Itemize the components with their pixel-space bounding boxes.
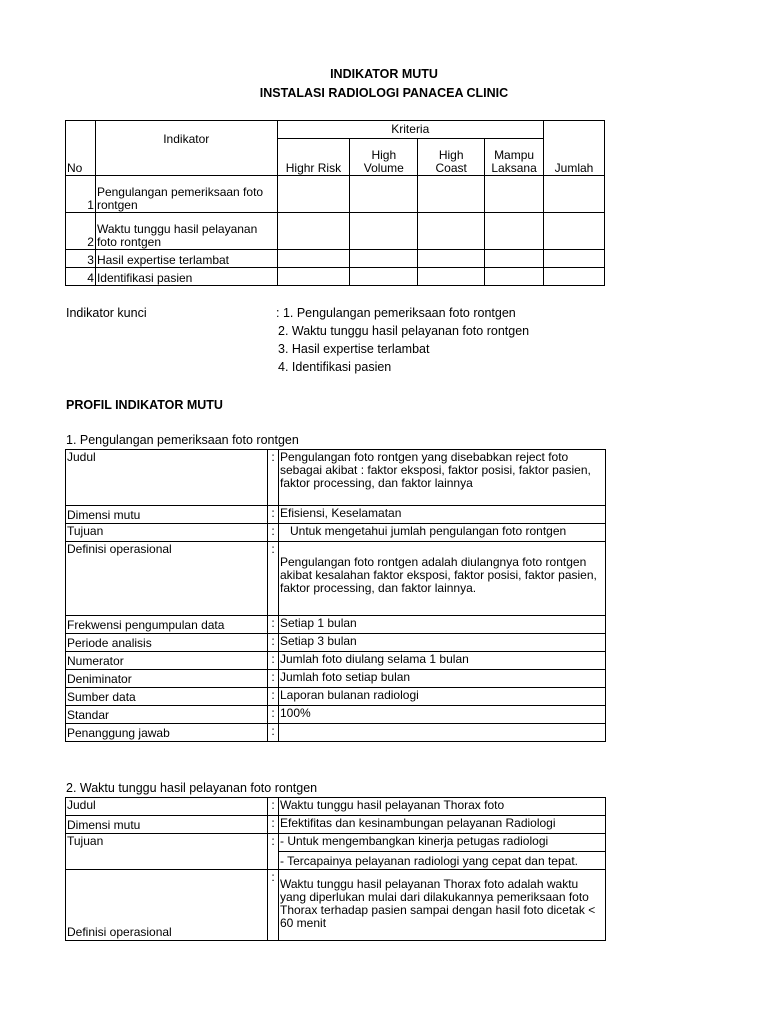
row-colon: : (268, 816, 279, 834)
table-row (66, 834, 606, 852)
row-indikator: Hasil expertise terlambat (95, 250, 277, 268)
header-jumlah: Jumlah (544, 121, 605, 176)
header-indikator: Indikator (95, 121, 277, 176)
cell (485, 250, 544, 268)
cell (277, 250, 350, 268)
row-value: Waktu tunggu hasil pelayanan Thorax foto adalah waktu yang diperlukan mulai dari dilakukannya pemeriksaan foto Thorax terhadap pasien sampai dengan hasil foto dicetak < 60 menit (279, 870, 606, 941)
criteria-table (65, 120, 605, 286)
row-value: Laporan bulanan radiologi (279, 688, 606, 706)
row-label: Frekwensi pengumpulan data (66, 616, 268, 634)
row-colon: : (268, 616, 279, 634)
header-high-volume: High Volume (350, 139, 418, 176)
row-value: - Tercapainya pelayanan radiologi yang cepat dan tepat. (279, 852, 606, 870)
key-indicator-label: Indikator kunci (66, 306, 147, 320)
row-number: 3 (66, 250, 96, 268)
row-colon: : (268, 634, 279, 652)
profile-1-table (65, 449, 606, 742)
row-label: Judul (66, 798, 268, 816)
header-high-risk: Highr Risk (277, 139, 350, 176)
row-number: 4 (66, 268, 96, 286)
row-colon: : (268, 834, 279, 870)
cell (485, 176, 544, 213)
row-colon: : (268, 724, 279, 742)
row-colon: : (268, 706, 279, 724)
cell (350, 213, 418, 250)
row-colon: : (268, 524, 279, 542)
cell (418, 176, 485, 213)
row-label: Definisi operasional (66, 542, 268, 616)
table-row (66, 524, 606, 542)
profile-heading: PROFIL INDIKATOR MUTU (66, 398, 223, 412)
row-label: Penanggung jawab (66, 724, 268, 742)
row-value: Pengulangan foto rontgen adalah diulangnya foto rontgen akibat kesalahan faktor eksposi, faktor posisi, faktor pasien, faktor processing, dan faktor lainnya. (279, 542, 606, 616)
cell (277, 176, 350, 213)
row-value: Untuk mengetahui jumlah pengulangan foto rontgen (279, 524, 606, 542)
table-row (66, 798, 606, 816)
header-no: No (66, 121, 96, 176)
cell (277, 268, 350, 286)
row-colon: : (268, 542, 279, 616)
cell (544, 268, 605, 286)
row-value: Efektifitas dan kesinambungan pelayanan Radiologi (279, 816, 606, 834)
table-row (66, 176, 605, 213)
key-indicator-item: 4. Identifikasi pasien (278, 360, 392, 374)
table-row (66, 706, 606, 724)
row-colon: : (268, 652, 279, 670)
key-indicator-item: 2. Waktu tunggu hasil pelayanan foto rontgen (278, 324, 530, 338)
cell (350, 176, 418, 213)
document-subtitle: INSTALASI RADIOLOGI PANACEA CLINIC (259, 86, 509, 100)
cell (350, 268, 418, 286)
row-colon: : (268, 450, 279, 506)
row-number: 2 (66, 213, 96, 250)
row-value: Jumlah foto setiap bulan (279, 670, 606, 688)
table-row (66, 506, 606, 524)
key-indicator-item: 3. Hasil expertise terlambat (278, 342, 430, 356)
cell (418, 250, 485, 268)
cell (544, 213, 605, 250)
cell (418, 213, 485, 250)
document-title: INDIKATOR MUTU (330, 67, 438, 81)
row-colon: : (268, 506, 279, 524)
row-label: Periode analisis (66, 634, 268, 652)
row-colon: : (268, 670, 279, 688)
row-label: Standar (66, 706, 268, 724)
cell (418, 268, 485, 286)
table-row (66, 616, 606, 634)
row-label: Dimensi mutu (66, 816, 268, 834)
table-row (66, 870, 606, 941)
table-row (66, 268, 605, 286)
cell (544, 176, 605, 213)
row-label: Numerator (66, 652, 268, 670)
row-label: Deniminator (66, 670, 268, 688)
table-row (66, 724, 606, 742)
table-row (66, 250, 605, 268)
row-value: Setiap 3 bulan (279, 634, 606, 652)
row-colon: : (268, 688, 279, 706)
row-value: Waktu tunggu hasil pelayanan Thorax foto (279, 798, 606, 816)
table-row (66, 688, 606, 706)
cell (485, 213, 544, 250)
row-indikator: Waktu tunggu hasil pelayanan foto rontgen (95, 213, 277, 250)
row-label: Dimensi mutu (66, 506, 268, 524)
table-row (66, 816, 606, 834)
row-value: Setiap 1 bulan (279, 616, 606, 634)
row-label: Sumber data (66, 688, 268, 706)
row-colon: : (268, 870, 279, 941)
cell (544, 250, 605, 268)
header-kriteria: Kriteria (277, 121, 544, 139)
cell (277, 213, 350, 250)
row-value (279, 724, 606, 742)
table-row (66, 542, 606, 616)
table-row (66, 450, 606, 506)
row-label: Tujuan (66, 834, 268, 870)
row-label: Definisi operasional (66, 870, 268, 941)
table-row (66, 634, 606, 652)
profile-1-heading: 1. Pengulangan pemeriksaan foto rontgen (66, 433, 299, 447)
row-value: Efisiensi, Keselamatan (279, 506, 606, 524)
row-value: Pengulangan foto rontgen yang disebabkan reject foto sebagai akibat : faktor eksposi, faktor posisi, faktor pasien, faktor processing, dan faktor lainnya (279, 450, 606, 506)
row-label: Tujuan (66, 524, 268, 542)
row-indikator: Pengulangan pemeriksaan foto rontgen (95, 176, 277, 213)
row-value: 100% (279, 706, 606, 724)
row-value: - Untuk mengembangkan kinerja petugas radiologi (279, 834, 606, 852)
row-value: Jumlah foto diulang selama 1 bulan (279, 652, 606, 670)
table-row (66, 213, 605, 250)
key-indicator-item: : 1. Pengulangan pemeriksaan foto rontgen (276, 306, 516, 320)
row-number: 1 (66, 176, 96, 213)
row-label: Judul (66, 450, 268, 506)
cell (485, 268, 544, 286)
row-colon: : (268, 798, 279, 816)
header-mampu-laksana: Mampu Laksana (485, 139, 544, 176)
profile-2-heading: 2. Waktu tunggu hasil pelayanan foto rontgen (66, 781, 318, 795)
row-indikator: Identifikasi pasien (95, 268, 277, 286)
profile-2-table (65, 797, 606, 941)
table-row (66, 652, 606, 670)
table-row (66, 670, 606, 688)
header-high-coast: High Coast (418, 139, 485, 176)
cell (350, 250, 418, 268)
